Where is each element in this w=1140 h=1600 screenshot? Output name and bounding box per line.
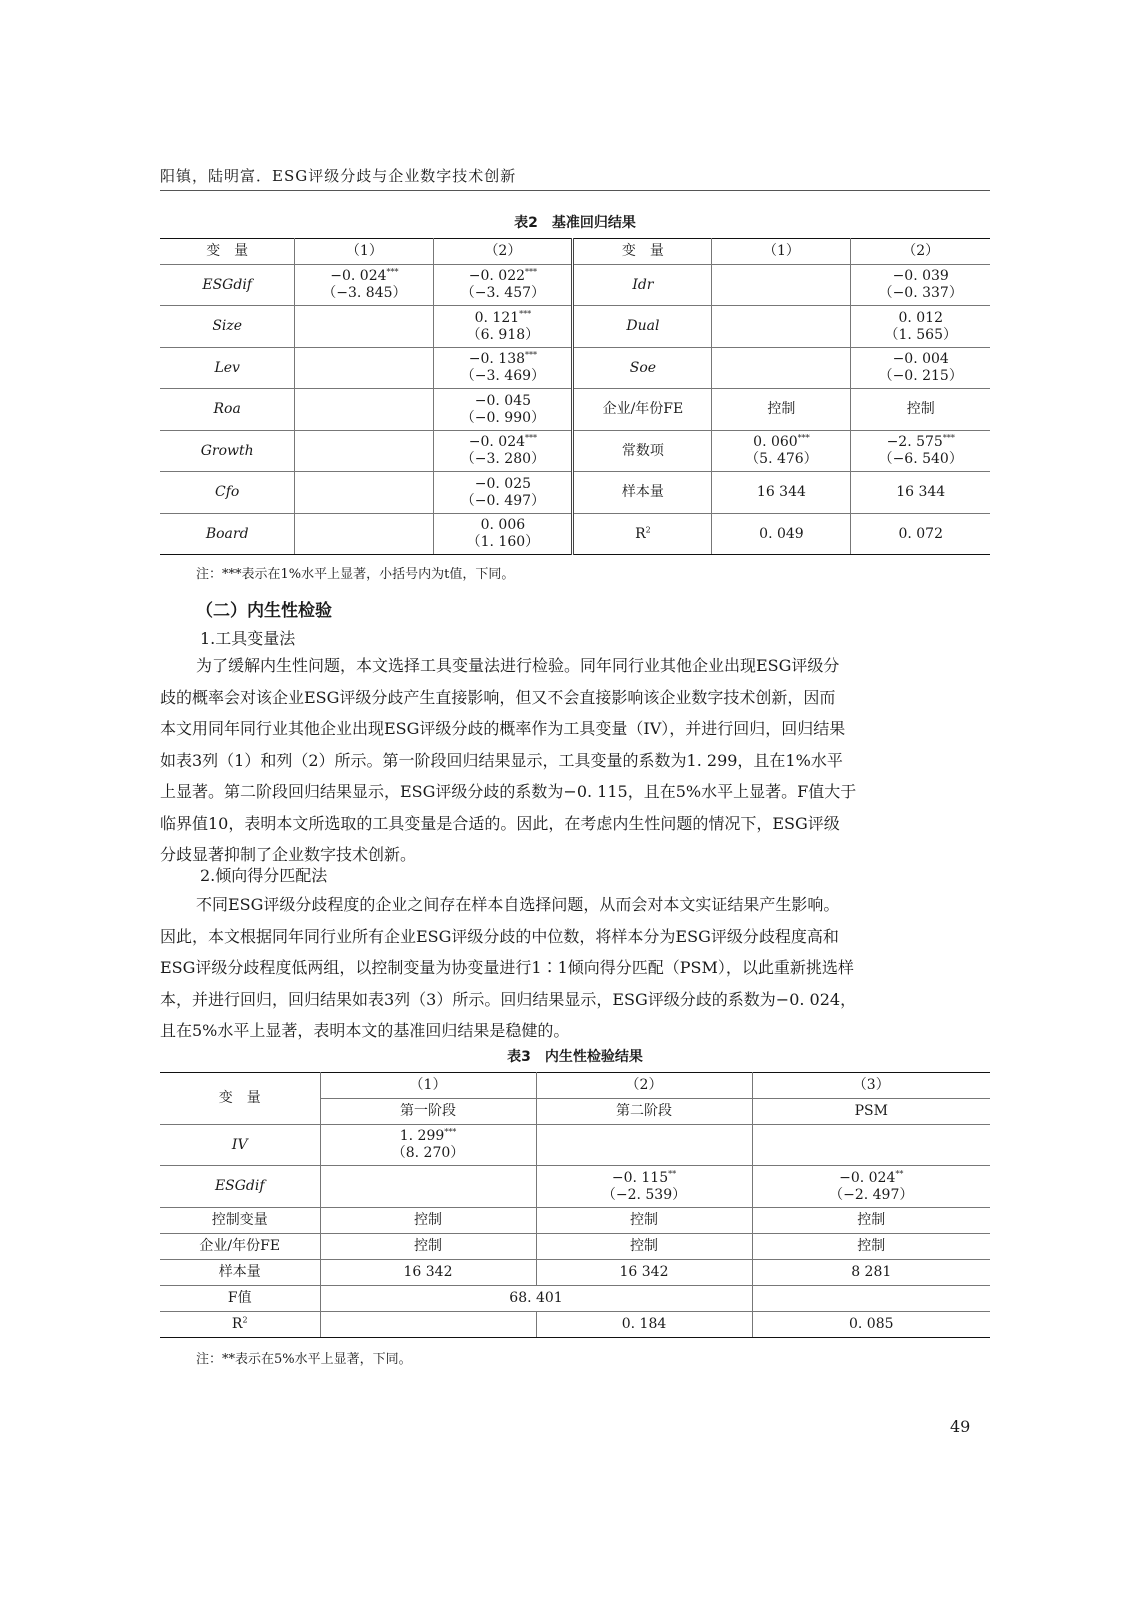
coef-cell: 16 344 [851, 472, 990, 514]
coef-cell: 8 281 [752, 1260, 990, 1286]
var-name: F值 [160, 1286, 320, 1312]
running-head: 阳镇，陆明富．ESG评级分歧与企业数字技术创新 [160, 167, 517, 185]
var-name: 控制变量 [160, 1208, 320, 1234]
coef-cell: 0. 049 [712, 514, 851, 555]
coef-cell: −0. 024*** （−3. 280） [434, 431, 573, 472]
var-name: 样本量 [160, 1260, 320, 1286]
coef-cell: 16 344 [712, 472, 851, 514]
var-name: Board [160, 514, 295, 555]
coef-cell [295, 389, 434, 431]
table2-header-row [160, 239, 990, 265]
coef-cell: 0. 121*** （6. 918） [434, 306, 573, 348]
coef-cell: 0. 006 （1. 160） [434, 514, 573, 555]
section-title: （二）内生性检验 [196, 601, 332, 621]
coef-cell [536, 1125, 752, 1166]
var-name: 样本量 [573, 472, 712, 514]
table3-header-c3: （3） [752, 1073, 990, 1099]
var-name: Lev [160, 348, 295, 389]
table-row [160, 389, 990, 431]
coef-cell: 16 342 [320, 1260, 536, 1286]
table-row [160, 1166, 990, 1208]
var-name: Size [160, 306, 295, 348]
var-name: Idr [573, 265, 712, 306]
var-name: $R^2$ [573, 514, 712, 555]
table2-header-c1: （1） [295, 239, 434, 265]
table3-header-c1: （1） [320, 1073, 536, 1099]
table2-header-c2: （2） [434, 239, 573, 265]
coef-cell: 0. 072 [851, 514, 990, 555]
table-row [160, 1312, 990, 1338]
coef-cell: 控制 [752, 1208, 990, 1234]
table3-caption: 表3 内生性检验结果 [507, 1049, 643, 1065]
coef-cell [320, 1166, 536, 1208]
table-row [160, 1208, 990, 1234]
table-row [160, 306, 990, 348]
var-name: IV [160, 1125, 320, 1166]
table3-header-var: 变 量 [160, 1073, 320, 1125]
var-name: $R^2$ [160, 1312, 320, 1338]
table-row [160, 514, 990, 555]
f-value-cell: 68. 401 [320, 1286, 752, 1312]
coef-cell [712, 348, 851, 389]
coef-cell: −0. 024** （−2. 497） [752, 1166, 990, 1208]
coef-cell [752, 1286, 990, 1312]
coef-cell: 控制 [851, 389, 990, 431]
var-name: ESGdif [160, 1166, 320, 1208]
coef-cell: 控制 [536, 1208, 752, 1234]
coef-cell: 0. 012 （1. 565） [851, 306, 990, 348]
coef-cell [295, 348, 434, 389]
coef-cell: −0. 004 （−0. 215） [851, 348, 990, 389]
coef-cell: −2. 575*** （−6. 540） [851, 431, 990, 472]
paragraph-2 [160, 889, 990, 1047]
coef-cell [320, 1312, 536, 1338]
paragraph-line: 歧的概率会对该企业ESG评级分歧产生直接影响，但又不会直接影响该企业数字技术创新，因而 [160, 687, 836, 707]
coef-cell: 控制 [752, 1234, 990, 1260]
table2-header-var-right: 变 量 [573, 239, 712, 265]
var-name: 企业/年份FE [573, 389, 712, 431]
coef-cell: −0. 039 （−0. 337） [851, 265, 990, 306]
coef-cell: −0. 045 （−0. 990） [434, 389, 573, 431]
coef-cell [295, 514, 434, 555]
table3-header-row [160, 1073, 990, 1099]
paragraph-line: 临界值10，表明本文所选取的工具变量是合适的。因此，在考虑内生性问题的情况下，ESG评级 [160, 813, 840, 833]
paragraph-1 [160, 650, 990, 871]
paragraph-line: 为了缓解内生性问题，本文选择工具变量法进行检验。同年同行业其他企业出现ESG评级分 [196, 656, 840, 675]
coef-cell: 0. 184 [536, 1312, 752, 1338]
coef-cell: 16 342 [536, 1260, 752, 1286]
coef-cell: −0. 022*** （−3. 457） [434, 265, 573, 306]
var-name: Growth [160, 431, 295, 472]
var-name: Soe [573, 348, 712, 389]
paragraph-line: 且在5%水平上显著，表明本文的基准回归结果是稳健的。 [160, 1021, 570, 1040]
table2-note: 注：***表示在1%水平上显著，小括号内为t值，下同。 [196, 567, 515, 582]
table2-caption: 表2 基准回归结果 [514, 215, 636, 231]
paragraph-line: 如表3列（1）和列（2）所示。第一阶段回归结果显示，工具变量的系数为1. 299，且在1%水平 [160, 750, 843, 770]
var-name: 企业/年份FE [160, 1234, 320, 1260]
page-number: 49 [950, 1417, 971, 1436]
coef-cell: −0. 024*** （−3. 845） [295, 265, 434, 306]
var-name: Cfo [160, 472, 295, 514]
paragraph-line: 本，并进行回归，回归结果如表3列（3）所示。回归结果显示，ESG评级分歧的系数为−0. 024， [160, 989, 857, 1009]
paragraph-line: 因此，本文根据同年同行业所有企业ESG评级分歧的中位数，将样本分为ESG评级分歧程度高和 [160, 926, 839, 946]
coef-cell: −0. 138*** （−3. 469） [434, 348, 573, 389]
coef-cell [295, 306, 434, 348]
coef-cell: 控制 [320, 1234, 536, 1260]
paragraph-line: 分歧显著抑制了企业数字技术创新。 [160, 845, 417, 864]
table-row [160, 431, 990, 472]
coef-cell: 0. 085 [752, 1312, 990, 1338]
coef-cell: −0. 115** （−2. 539） [536, 1166, 752, 1208]
coef-cell: 控制 [320, 1208, 536, 1234]
table3-note: 注：**表示在5%水平上显著，下同。 [196, 1352, 412, 1367]
coef-cell: 控制 [712, 389, 851, 431]
paragraph-line: 上显著。第二阶段回归结果显示，ESG评级分歧的系数为−0. 115，且在5%水平上显著。F值大于 [160, 782, 857, 801]
var-name: 常数项 [573, 431, 712, 472]
table-row [160, 1260, 990, 1286]
coef-cell: 0. 060*** （5. 476） [712, 431, 851, 472]
table-row [160, 472, 990, 514]
var-name: Dual [573, 306, 712, 348]
table2-header-c2-right: （2） [851, 239, 990, 265]
table2-header-var: 变 量 [160, 239, 295, 265]
coef-cell: 1. 299*** （8. 270） [320, 1125, 536, 1166]
table3-header-c2: （2） [536, 1073, 752, 1099]
coef-cell [295, 431, 434, 472]
coef-cell: 控制 [536, 1234, 752, 1260]
table3-subheader-c1: 第一阶段 [320, 1099, 536, 1125]
table-row [160, 1234, 990, 1260]
paragraph-line: 本文用同年同行业其他企业出现ESG评级分歧的概率作为工具变量（IV），并进行回归，回归结果 [160, 719, 846, 738]
subsection-title: 2.倾向得分匹配法 [200, 866, 328, 885]
coef-cell [712, 265, 851, 306]
table3-subheader-c3: PSM [752, 1099, 990, 1125]
table-row [160, 348, 990, 389]
table3 [160, 1072, 990, 1338]
table2 [160, 238, 990, 555]
subsection-title: 1.工具变量法 [200, 629, 296, 648]
table2-header-c1-right: （1） [712, 239, 851, 265]
coef-cell [712, 306, 851, 348]
coef-cell [752, 1125, 990, 1166]
table3-subheader-c2: 第二阶段 [536, 1099, 752, 1125]
table-row [160, 1286, 990, 1312]
paragraph-line: 不同ESG评级分歧程度的企业之间存在样本自选择问题，从而会对本文实证结果产生影响。 [196, 895, 840, 914]
coef-cell [295, 472, 434, 514]
coef-cell: −0. 025 （−0. 497） [434, 472, 573, 514]
paragraph-line: ESG评级分歧程度低两组，以控制变量为协变量进行1∶1倾向得分匹配（PSM），以此重新挑选样 [160, 958, 854, 977]
var-name: Roa [160, 389, 295, 431]
table-row [160, 1125, 990, 1166]
header-rule [160, 190, 990, 191]
table-row [160, 265, 990, 306]
var-name: ESGdif [160, 265, 295, 306]
